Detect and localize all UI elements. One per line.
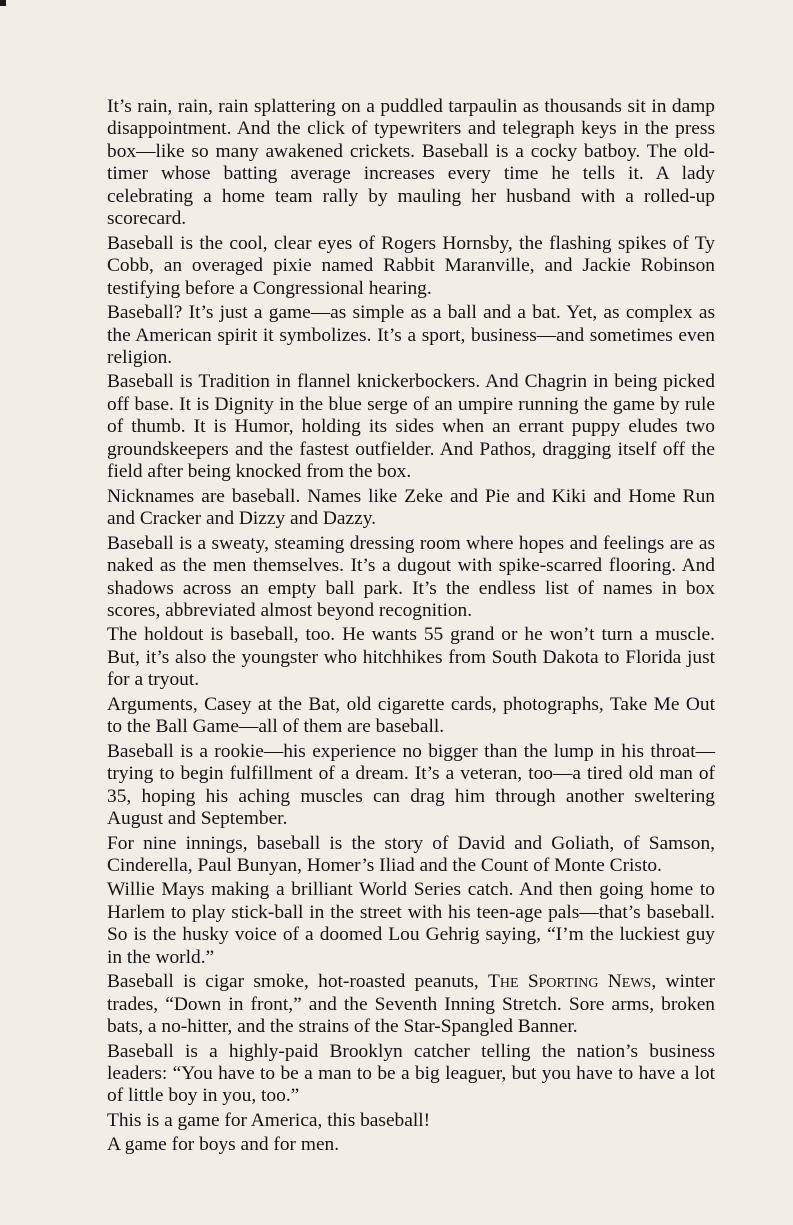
paragraph-tradition: Baseball is Tradition in flannel knickerbockers. And Chagrin in being picked off base. It is Dignity in the blue serge of an umpire running the game by rule of thumb. It is Humor, holding its sides when an errant puppy eludes two groundskeepers and the fastest outfielder. And Pathos, dragging itself off the field after being knocked from the box. bbox=[107, 371, 715, 483]
paragraph-dressing-room: Baseball is a sweaty, steaming dressing room where hopes and feelings are as naked as the men themselves. It’s a dugout with spike-scarred flooring. And shadows across an empty ball park. It’s the endless list of names in box scores, abbreviated almost beyond recognition. bbox=[107, 532, 715, 621]
paragraph-nicknames: Nicknames are baseball. Names like Zeke and Pie and Kiki and Home Run and Cracker and Dizzy and Dazzy. bbox=[107, 485, 715, 530]
publication-name: The Sporting News bbox=[488, 971, 652, 993]
paragraph-holdout: The holdout is baseball, too. He wants 55 grand or he won’t turn a muscle. But, it’s also the youngster who hitchhikes from South Dakota to Florida just for a tryout. bbox=[107, 624, 715, 691]
corner-mark bbox=[0, 0, 6, 6]
paragraph-boys-and-men: A game for boys and for men. bbox=[107, 1134, 340, 1156]
paragraph-brooklyn-catcher: Baseball is a highly-paid Brooklyn catcher telling the nation’s business leaders: “You have to be a man to be a big leaguer, but you have to have a lot of little boy in you, too.” bbox=[107, 1040, 715, 1107]
paragraph-players: Baseball is the cool, clear eyes of Rogers Hornsby, the flashing spikes of Ty Cobb, an overaged pixie named Rabbit Maranville, and Jackie Robinson testifying before a Congressional hearing. bbox=[107, 232, 715, 299]
cigar-text-after: , winter trades, “Down in front,” and the Seventh Inning Stretch. Sore arms, broken bats, a no-hitter, and the strains of the Star-Spangled Banner. bbox=[107, 971, 716, 1038]
paragraph-cigar-smoke bbox=[107, 971, 715, 1038]
cigar-text-before: Baseball is cigar smoke, hot-roasted peanuts, bbox=[107, 971, 489, 993]
paragraph-rookie: Baseball is a rookie—his experience no bigger than the lump in his throat—trying to begin fulfillment of a dream. It’s a veteran, too—a tired old man of 35, hoping his aching muscles can drag him through another sweltering August and September. bbox=[107, 740, 715, 830]
paragraph-nine-innings: For nine innings, baseball is the story of David and Goliath, of Samson, Cinderella, Paul Bunyan, Homer’s Iliad and the Count of Monte Cristo. bbox=[107, 832, 715, 876]
paragraph-arguments: Arguments, Casey at the Bat, old cigarette cards, photographs, Take Me Out to the Ball Game—all of them are baseball. bbox=[107, 693, 715, 738]
paragraph-game-for-america: This is a game for America, this baseball! bbox=[107, 1109, 431, 1131]
article-body bbox=[107, 96, 715, 1159]
paragraph-just-a-game: Baseball? It’s just a game—as simple as a ball and a bat. Yet, as complex as the American spirit it symbolizes. It’s a sport, business—and sometimes even religion. bbox=[107, 302, 715, 368]
paragraph-willie-mays: Willie Mays making a brilliant World Series catch. And then going home to Harlem to play stick-ball in the street with his teen-age pals—that’s baseball. So is the husky voice of a doomed Lou Gehrig saying, “I’m the luckiest guy in the world.” bbox=[107, 879, 715, 968]
paragraph-rain: It’s rain, rain, rain splattering on a puddled tarpaulin as thousands sit in damp disappointment. And the click of typewriters and telegraph keys in the press box—like so many awakened crickets. Baseball is a cocky batboy. The old-timer whose batting average increases every time he tells it. A lady celebrating a home team rally by mauling her husband with a rolled-up scorecard. bbox=[107, 96, 715, 230]
